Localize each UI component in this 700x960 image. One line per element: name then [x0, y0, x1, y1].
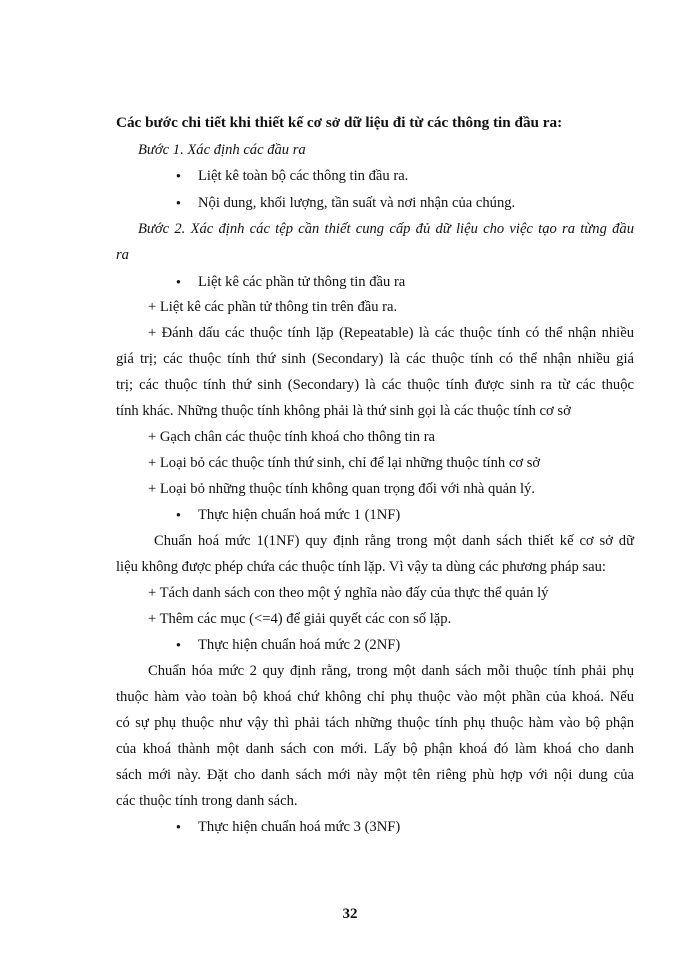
page-number: 32: [342, 906, 358, 922]
paragraph-line: của khoá thành một danh sách con mới. Lấy bộ phận khoá đó làm khoá cho danh: [116, 741, 634, 757]
paragraph-line: có sự phụ thuộc như vậy thì phải tách những thuộc tính phụ thuộc hàm vào bộ phận: [116, 715, 634, 731]
plus-item: + Thêm các mục (<=4) để giải quyết các con số lặp.: [148, 611, 452, 627]
plus-item: + Loại bỏ các thuộc tính thứ sinh, chỉ để lại những thuộc tính cơ sở: [148, 455, 541, 471]
paragraph-line: liệu không được phép chứa các thuộc tính lặp. Vì vậy ta dùng các phương pháp sau:: [116, 559, 606, 575]
paragraph-line: Chuẩn hoá mức 1(1NF) quy định rằng trong một danh sách thiết kế cơ sở dữ: [154, 533, 634, 549]
list-item: ●Liệt kê toàn bộ các thông tin đầu ra.: [176, 167, 408, 187]
bullet-icon: [176, 506, 198, 526]
list-item: ●Nội dung, khối lượng, tần suất và nơi nhận của chúng.: [176, 194, 515, 214]
plus-item: + Liệt kê các phần tử thông tin trên đầu ra.: [148, 299, 398, 315]
plus-item: + Loại bỏ những thuộc tính không quan trọng đối với nhà quản lý.: [148, 481, 536, 497]
plus-item: + Tách danh sách con theo một ý nghĩa nào đấy của thực thể quản lý: [148, 585, 549, 601]
paragraph-line: Chuẩn hóa mức 2 quy định rằng, trong một danh sách mỗi thuộc tính phải phụ: [148, 663, 634, 679]
paragraph-line: các thuộc tính trong danh sách.: [116, 793, 298, 809]
step-2-title: Bước 2. Xác định các tệp cần thiết cung cấp đủ dữ liệu cho việc tạo ra từng đầu: [138, 221, 634, 237]
bullet-icon: [176, 636, 198, 656]
list-item: ●Thực hiện chuẩn hoá mức 2 (2NF): [176, 636, 400, 656]
bullet-icon: [176, 194, 198, 214]
step-1-title: Bước 1. Xác định các đầu ra: [138, 142, 306, 158]
list-item: ●Thực hiện chuẩn hoá mức 1 (1NF): [176, 506, 400, 526]
bullet-icon: [176, 818, 198, 838]
bullet-icon: [176, 273, 198, 293]
section-heading: Các bước chi tiết khi thiết kế cơ sở dữ liệu đi từ các thông tin đầu ra:: [116, 114, 563, 131]
list-item: ●Thực hiện chuẩn hoá mức 3 (3NF): [176, 818, 400, 838]
step-2-title-cont: ra: [116, 247, 129, 263]
list-item: ●Liệt kê các phần tử thông tin đầu ra: [176, 273, 405, 293]
paragraph-line: thuộc hàm vào toàn bộ khoá chứ không chỉ phụ thuộc vào một phần của khoá. Nếu: [116, 689, 634, 705]
plus-item: + Gạch chân các thuộc tính khoá cho thông tin ra: [148, 429, 436, 445]
paragraph-line: tính khác. Những thuộc tính không phải là thứ sinh gọi là các thuộc tính cơ sở: [116, 403, 571, 419]
bullet-icon: [176, 167, 198, 187]
paragraph-line: + Đánh dấu các thuộc tính lặp (Repeatable) là các thuộc tính có thể nhận nhiều: [148, 325, 634, 341]
paragraph-line: trị; các thuộc tính thứ sinh (Secondary) là các thuộc tính được sinh ra từ các thuộc: [116, 377, 634, 393]
paragraph-line: giá trị; các thuộc tính thứ sinh (Secondary) là các thuộc tính có thể nhận nhiều giá: [116, 351, 634, 367]
paragraph-line: sách mới này. Đặt cho danh sách mới này một tên riêng phù hợp với nội dung của: [116, 767, 634, 783]
